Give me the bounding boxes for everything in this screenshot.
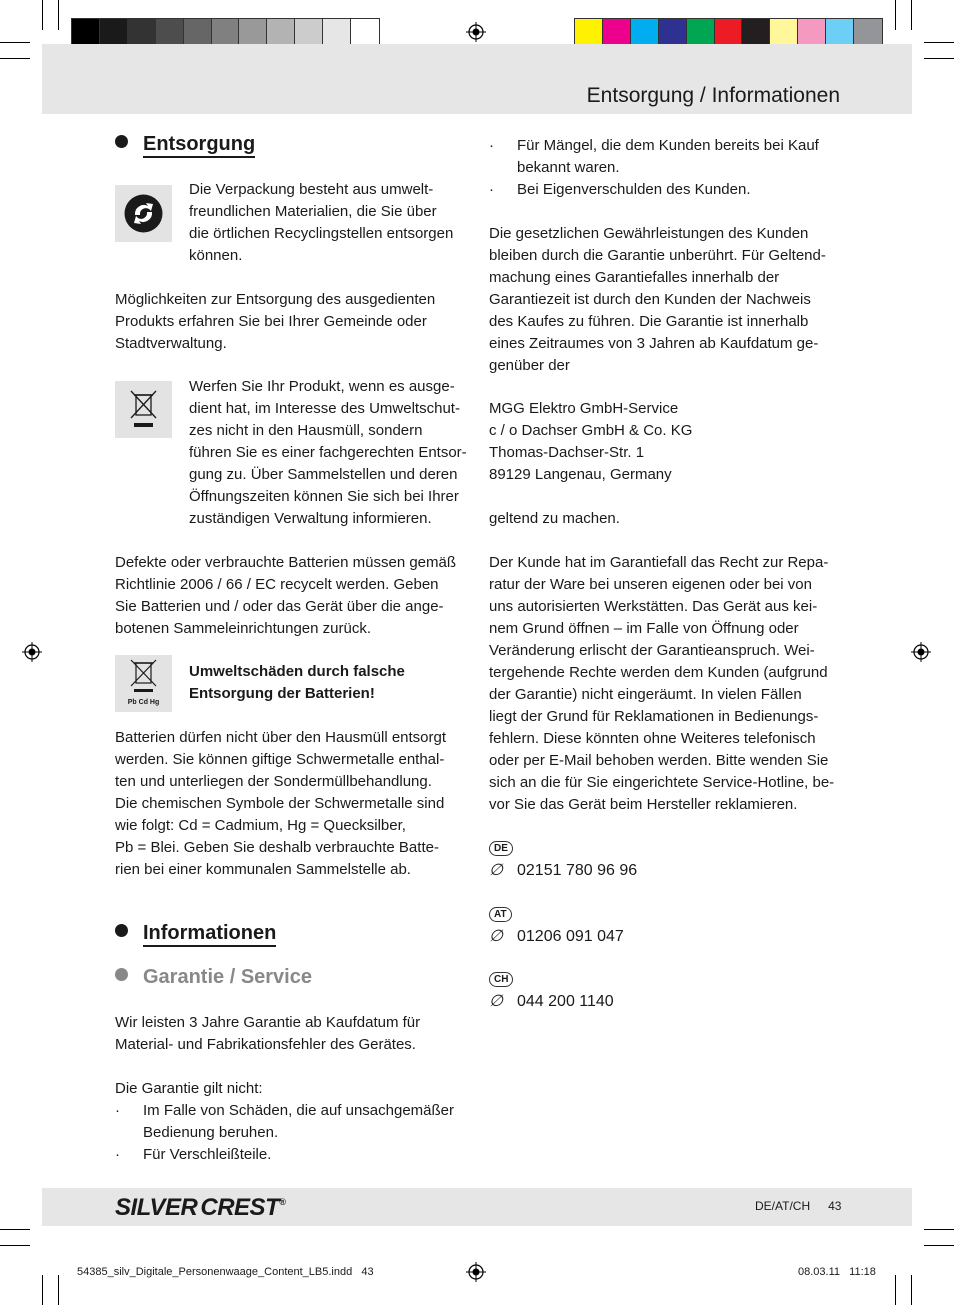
color-swatch (798, 19, 826, 45)
packaging-text (189, 179, 453, 267)
crop-mark (924, 1229, 954, 1230)
geltend-text: geltend zu machen. (489, 510, 620, 527)
text-line: Die chemischen Symbole der Schwermetalle sind (115, 795, 445, 812)
page-number: 43 (828, 1199, 842, 1213)
crop-mark (0, 1245, 30, 1246)
text-line: führen Sie es einer fachgerechten Entsor- (189, 444, 467, 461)
text-line: fehlern. Diese könnten ohne Weiteres telefonisch (489, 730, 816, 747)
color-swatch (631, 19, 659, 45)
crop-mark (0, 42, 30, 43)
crop-mark (58, 1275, 59, 1305)
weee-bin-icon (115, 381, 172, 438)
text-line: liegt der Grund für Reklamationen in Bedienungs- (489, 708, 819, 725)
warranty-exclusions (115, 1078, 454, 1166)
color-calibration-bar (574, 18, 883, 46)
phone-number: 02151 780 96 96 (517, 862, 638, 879)
text-line: nem Grund öffnen – im Falle von Öffnung oder (489, 620, 799, 637)
color-swatch (687, 19, 715, 45)
color-swatch (212, 19, 240, 45)
bullet-icon: · (115, 1102, 120, 1119)
list-item-line: Für Mängel, die dem Kunden bereits bei Kauf (517, 137, 819, 154)
color-swatch (128, 19, 156, 45)
text-line: Garantiezeit ist durch den Kunden der Nachweis (489, 291, 811, 308)
page-title: Entsorgung / Informationen (586, 84, 840, 107)
phone-icon: ∅ (489, 928, 503, 945)
text-line: uns autorisierten Werkstätten. Das Gerät aus kei- (489, 598, 818, 615)
phone-icon: ∅ (489, 862, 503, 879)
list-item-line: Bei Eigenverschulden des Kunden. (517, 181, 751, 198)
text-line: bleiben durch die Garantie unberührt. Für Geltend- (489, 247, 826, 264)
text-line: werden. Sie können giftige Schwermetalle enthal- (115, 751, 445, 768)
text-line: Entsorgung der Batterien! (189, 685, 375, 702)
text-line: Pb = Blei. Geben Sie deshalb verbrauchte Batte- (115, 839, 439, 856)
text-line: Thomas-Dachser-Str. 1 (489, 444, 645, 461)
list-item-line: Im Falle von Schäden, die auf unsachgemäßer (143, 1102, 455, 1119)
text-line: ten und unterliegen der Sondermüllbehandlung. (115, 773, 432, 790)
text-line: Möglichkeiten zur Entsorgung des ausgedienten (115, 291, 436, 308)
text-line: machung eines Garantiefalles innerhalb der (489, 269, 780, 286)
informationen-heading: Informationen (115, 922, 276, 945)
color-swatch (323, 19, 351, 45)
crop-mark (911, 0, 912, 30)
battery-warning-text (189, 661, 405, 705)
page-header (42, 44, 912, 114)
text-line: rien bei einer kommunalen Sammelstelle ab. (115, 861, 411, 878)
color-swatch (267, 19, 295, 45)
text-line: Werfen Sie Ihr Produkt, wenn es ausge- (189, 378, 455, 395)
text-line: Wir leisten 3 Jahre Garantie ab Kaufdatum für (115, 1014, 421, 1031)
text-line: Der Kunde hat im Garantiefall das Recht zur Repa- (489, 554, 829, 571)
color-swatch (100, 19, 128, 45)
text-line: gung zu. Über Sammelstellen und deren (189, 466, 458, 483)
entsorgung-heading: Entsorgung (115, 133, 255, 156)
text-line: Produkts erfahren Sie bei Ihrer Gemeinde oder (115, 313, 427, 330)
text-line: genüber der (489, 357, 570, 374)
text-line: Veränderung erlischt der Garantieanspruch. Wei- (489, 642, 815, 659)
crop-mark (42, 1275, 43, 1305)
text-line: des Kaufes zu führen. Die Garantie ist innerhalb (489, 313, 809, 330)
color-swatch (854, 19, 882, 45)
registration-mark-icon (466, 22, 486, 42)
list-item (489, 135, 819, 179)
exclusions-intro: Die Garantie gilt nicht: (115, 1080, 263, 1097)
color-swatch (239, 19, 267, 45)
registration-mark-icon (466, 1262, 486, 1282)
color-swatch (351, 19, 379, 45)
heavy-metal-text (115, 727, 446, 881)
bullet-dot-icon (115, 968, 128, 981)
page-label: DE/AT/CH 43 (755, 1199, 842, 1213)
legal-text (489, 223, 826, 377)
color-swatch (742, 19, 770, 45)
bullet-dot-icon (115, 135, 128, 148)
text-line: Stadtverwaltung. (115, 335, 227, 352)
text-line: zes nicht in den Hausmüll, sondern (189, 422, 423, 439)
text-line: vor Sie das Gerät beim Hersteller reklamieren. (489, 796, 798, 813)
list-item-line: Bedienung beruhen. (143, 1124, 279, 1141)
text-line: tergehende Rechte werden dem Kunden (aufgrund (489, 664, 828, 681)
color-swatch (715, 19, 743, 45)
text-line: oder per E-Mail behoben werden. Bitte wenden Sie (489, 752, 829, 769)
text-line: 89129 Langenau, Germany (489, 466, 672, 483)
text-line: der Garantie) nicht eingeräumt. In vielen Fällen (489, 686, 802, 703)
crop-mark (895, 0, 896, 30)
text-line: Defekte oder verbrauchte Batterien müssen gemäß (115, 554, 457, 571)
color-swatch (184, 19, 212, 45)
color-swatch (72, 19, 100, 45)
repair-text (489, 552, 834, 816)
bullet-icon: · (115, 1146, 120, 1163)
text-line: freundlichen Materialien, die Sie über (189, 203, 437, 220)
text-line: Sie Batterien und / oder das Gerät über die ange- (115, 598, 444, 615)
text-line: können. (189, 247, 243, 264)
crop-mark (0, 1229, 30, 1230)
text-line: MGG Elektro GmbH-Service (489, 400, 679, 417)
crop-mark (0, 58, 30, 59)
color-swatch (156, 19, 184, 45)
text-line: Richtlinie 2006 / 66 / EC recycelt werden. Geben (115, 576, 439, 593)
country-badge: CH (489, 972, 513, 987)
phone-number: 01206 091 047 (517, 928, 624, 945)
list-item (115, 1144, 454, 1166)
text-line: botenen Sammeleinrichtungen zurück. (115, 620, 371, 637)
list-item-line: bekannt waren. (517, 159, 620, 176)
weee-text (189, 376, 467, 530)
phone-number: 044 200 1140 (517, 993, 614, 1010)
bullet-icon: · (489, 181, 494, 198)
list-item (115, 1100, 454, 1144)
text-line: sich an die für Sie eingerichtete Service-Hotline, be- (489, 774, 835, 791)
battery-bin-icon (115, 655, 172, 712)
text-line: Öffnungszeiten können Sie sich bei Ihrer (189, 488, 459, 505)
text-line: Batterien dürfen nicht über den Hausmüll entsorgt (115, 729, 447, 746)
color-swatch (770, 19, 798, 45)
crop-mark (924, 42, 954, 43)
text-line: dient hat, im Interesse des Umweltschut- (189, 400, 460, 417)
crop-mark (58, 0, 59, 30)
recycling-icon (115, 185, 172, 242)
crop-mark (924, 58, 954, 59)
text-line: Umweltschäden durch falsche (189, 663, 405, 680)
country-badge: AT (489, 907, 512, 922)
crop-mark (895, 1275, 896, 1305)
color-swatch (603, 19, 631, 45)
text-line: die örtlichen Recyclingstellen entsorgen (189, 225, 454, 242)
text-line: zuständigen Verwaltung informieren. (189, 510, 432, 527)
registration-mark-icon (22, 642, 42, 662)
disposal-options-text (115, 289, 435, 355)
battery-icon-label: Pb Cd Hg (127, 699, 160, 706)
slug-date: 08.03.11 11:18 (798, 1266, 876, 1278)
service-address (489, 398, 692, 486)
text-line: c / o Dachser GmbH & Co. KG (489, 422, 693, 439)
phone-icon: ∅ (489, 993, 503, 1010)
text-line: Material- und Fabrikationsfehler des Gerätes. (115, 1036, 416, 1053)
warranty-text (115, 1012, 420, 1056)
silvercrest-logo: SILVER CREST® (115, 1194, 286, 1221)
crop-mark (924, 1245, 954, 1246)
crop-mark (911, 1275, 912, 1305)
text-line: ratur der Ware bei unseren eigenen oder bei von (489, 576, 812, 593)
color-swatch (295, 19, 323, 45)
gray-calibration-bar (71, 18, 380, 46)
country-badge: DE (489, 841, 513, 856)
text-line: Die Verpackung besteht aus umwelt- (189, 181, 434, 198)
color-swatch (659, 19, 687, 45)
text-line: wie folgt: Cd = Cadmium, Hg = Quecksilber, (115, 817, 406, 834)
text-line: eines Zeitraumes von 3 Jahren ab Kaufdatum ge- (489, 335, 819, 352)
battery-recycle-text (115, 552, 456, 640)
text-line: Die gesetzlichen Gewährleistungen des Kunden (489, 225, 809, 242)
slug-filename: 54385_silv_Digitale_Personenwaage_Content_LB5.indd 43 (77, 1266, 374, 1278)
registration-mark-icon (911, 642, 931, 662)
crop-mark (42, 0, 43, 30)
color-swatch (826, 19, 854, 45)
more-exclusions (489, 135, 819, 201)
list-item (489, 179, 819, 201)
garantie-heading: Garantie / Service (115, 966, 312, 989)
bullet-dot-icon (115, 924, 128, 937)
list-item-line: Für Verschleißteile. (143, 1146, 272, 1163)
bullet-icon: · (489, 137, 494, 154)
color-swatch (575, 19, 603, 45)
